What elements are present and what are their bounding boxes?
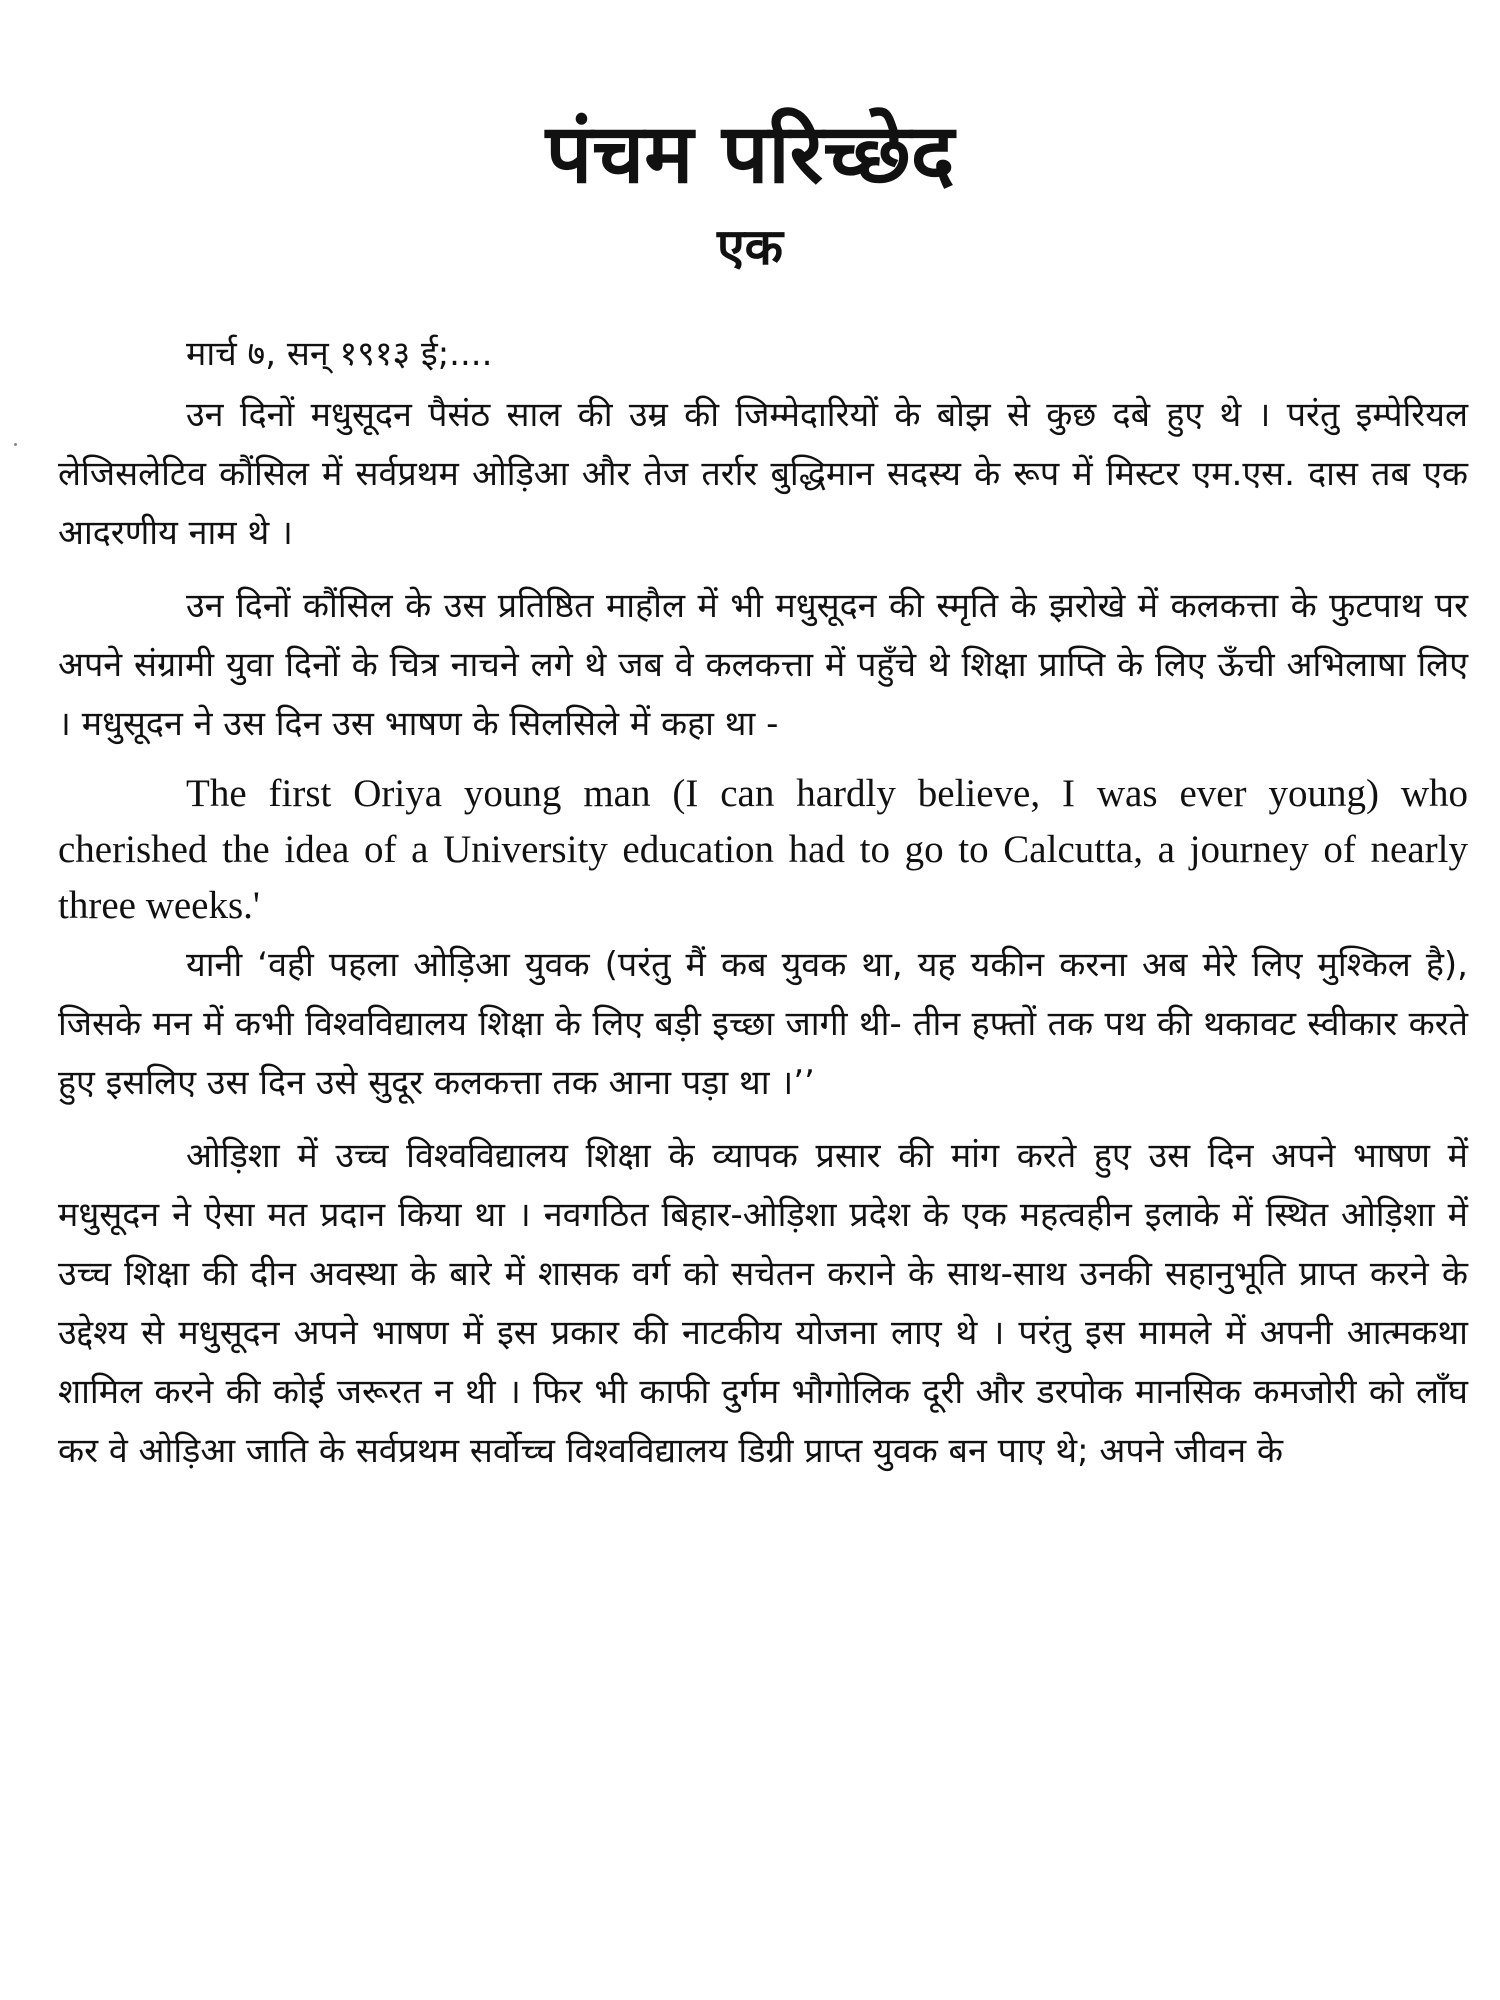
paragraph: उन दिनों मधुसूदन पैसंठ साल की उम्र की जिम्मेदारियों के बोझ से कुछ दबे हुए थे । परंतु इम्पेरियल लेजिसलेटिव कौंसिल में सर्वप्रथम ओड़िआ और तेज तर्रार बुद्धिमान सदस्य के रूप में मिस्टर एम.एस. दास तब एक आदरणीय नाम थे । bbox=[58, 395, 1468, 553]
body-text bbox=[58, 325, 1468, 1481]
scan-speck bbox=[14, 443, 17, 446]
paragraph: यानी ‘वही पहला ओड़िआ युवक (परंतु मैं कब युवक था, यह यकीन करना अब मेरे लिए मुश्किल है), जिसके मन में कभी विश्वविद्यालय शिक्षा के लिए बड़ी इच्छा जागी थी- तीन हफ्तों तक पथ की थकावट स्वीकार करते हुए इसलिए उस दिन उसे सुदूर कलकत्ता तक आना पड़ा था ।’’ bbox=[58, 945, 1468, 1103]
english-quote: The first Oriya young man (I can hardly believe, I was ever young) who cherished the idea of a University education had to go to Calcutta, a journey of nearly three weeks.' bbox=[58, 772, 1468, 927]
paragraph: ओड़िशा में उच्च विश्वविद्यालय शिक्षा के व्यापक प्रसार की मांग करते हुए उस दिन अपने भाषण में मधुसूदन ने ऐसा मत प्रदान किया था । नवगठित बिहार-ओड़िशा प्रदेश के एक महत्वहीन इलाके में स्थित ओड़िशा में उच्च शिक्षा की दीन अवस्था के बारे में शासक वर्ग को सचेतन कराने के साथ-साथ उनकी सहानुभूति प्राप्त करने के उद्देश्य से मधुसूदन अपने भाषण में इस प्रकार की नाटकीय योजना लाए थे । परंतु इस मामले में अपनी आत्मकथा शामिल करने की कोई जरूरत न थी । फिर भी काफी दुर्गम भौगोलिक दूरी और डरपोक मानसिक कमजोरी को लाँघ कर वे ओड़िआ जाति के सर्वप्रथम सर्वोच्च विश्वविद्यालय डिग्री प्राप्त युवक बन पाए थे; अपने जीवन के bbox=[58, 1136, 1468, 1471]
chapter-title: पंचम परिच्छेद bbox=[545, 107, 955, 202]
date-line: मार्च ७, सन् १९१३ ई;.... bbox=[186, 334, 493, 374]
section-title: एक bbox=[716, 218, 784, 276]
paragraph: उन दिनों कौंसिल के उस प्रतिष्ठित माहौल में भी मधुसूदन की स्मृति के झरोखे में कलकत्ता के फुटपाथ पर अपने संग्रामी युवा दिनों के चित्र नाचने लगे थे जब वे कलकत्ता में पहुँचे थे शिक्षा प्राप्ति के लिए ऊँची अभिलाषा लिए । मधुसूदन ने उस दिन उस भाषण के सिलसिले में कहा था - bbox=[58, 586, 1468, 744]
